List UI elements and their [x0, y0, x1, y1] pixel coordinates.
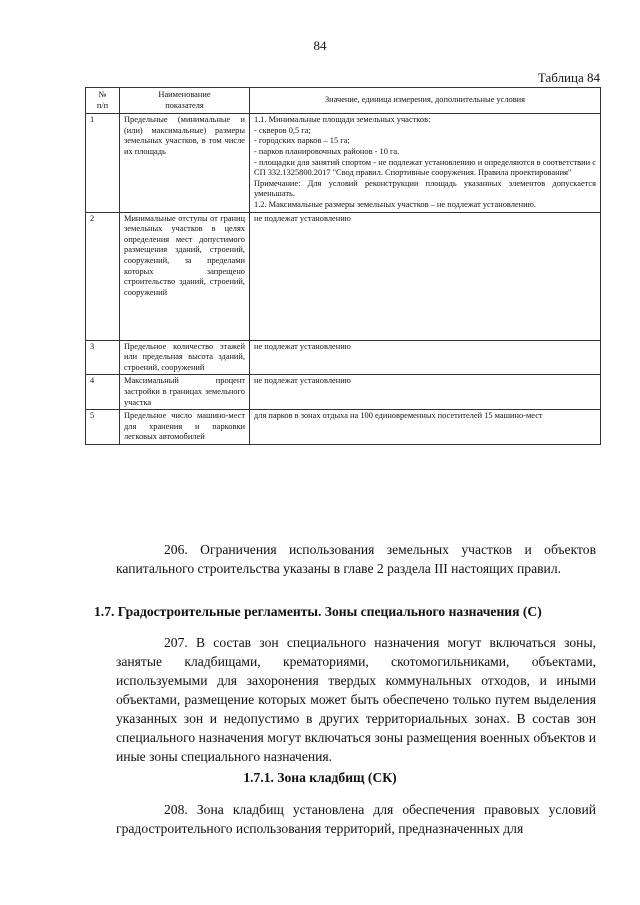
paragraph-208-text: 208. Зона кладбищ установлена для обеспечения правовых условий градостроительного использования территорий, предназначенных для: [116, 802, 596, 836]
table-caption: Таблица 84: [537, 70, 600, 85]
table-row: [86, 212, 601, 340]
header-num-line2: п/п: [96, 100, 109, 110]
section-heading-1-7: 1.7. Градостроительные регламенты. Зоны специального назначения (С): [94, 604, 542, 619]
header-name-line1: Наименование: [158, 90, 211, 99]
paragraph-207-text: 207. В состав зон специального назначения могут включаться зоны, занятые кладбищами, крематориями, скотомогильниками, объектами, используемыми для захоронения твердых коммунальных отходов, и иными объектами, размещение которых может быть обеспечено только путем выделения указанных зон и недопустимо в других территориальных зонах. В состав зон специального назначения могут включаться зоны размещения военных объектов и иные зоны специального назначения.: [116, 635, 596, 764]
table-header-row: [86, 88, 601, 114]
paragraph-208: [116, 800, 596, 838]
row-number: 2: [86, 212, 120, 340]
row-indicator: Предельные (минимальные и (или) максимальные) размеры земельных участков, в том числе их площадь: [120, 114, 250, 212]
paragraph-206: [116, 540, 596, 578]
value-line: не подлежат установлению: [254, 213, 351, 223]
page-number: 84: [313, 38, 327, 53]
row-value: [250, 375, 601, 410]
value-line: не подлежат установлению: [254, 376, 351, 386]
value-line: Примечание: Для условий реконструкции площадь указанных элементов допускается уменьшать.: [254, 178, 596, 199]
header-name: [120, 88, 250, 114]
row-number: 1: [86, 114, 120, 212]
table-row: [86, 410, 601, 445]
row-value: [250, 212, 601, 340]
regulations-table: [85, 87, 601, 445]
value-line: 1.1. Минимальные площади земельных участков:: [254, 115, 431, 125]
row-indicator: Предельное количество этажей или предельная высота зданий, строений, сооружений: [120, 340, 250, 375]
paragraph-207: [116, 633, 596, 766]
value-line: для парков в зонах отдыха на 100 единовременных посетителей 15 машино-мест: [254, 411, 543, 421]
value-line: - скверов 0,5 га;: [254, 125, 311, 135]
table-row: [86, 340, 601, 375]
row-number: 3: [86, 340, 120, 375]
header-num: [86, 88, 120, 114]
row-number: 5: [86, 410, 120, 445]
header-num-line1: №: [98, 90, 107, 99]
row-indicator: Максимальный процент застройки в границах земельного участка: [120, 375, 250, 410]
header-value: Значение, единица измерения, дополнительные условия: [250, 88, 601, 114]
paragraph-206-text: 206. Ограничения использования земельных участков и объектов капитального строительства указаны в главе 2 раздела III настоящих правил.: [116, 542, 596, 576]
row-value: [250, 340, 601, 375]
header-name-line2: показателя: [165, 100, 204, 110]
value-line: - городских парков – 15 га;: [254, 136, 350, 146]
value-line: 1.2. Максимальные размеры земельных участков – не подлежат установлению.: [254, 199, 536, 209]
row-indicator: Предельное число машино-мест для хранения и парковки легковых автомобилей: [120, 410, 250, 445]
value-line: не подлежат установлению: [254, 341, 351, 351]
table-row: [86, 114, 601, 212]
section-heading-1-7-1: 1.7.1. Зона кладбищ (СК): [243, 770, 397, 785]
value-line: - площадки для занятий спортом - не подлежат установлению и определяются в соответствии с СП 332.1325800.2017 "Свод правил. Спортивные сооружения. Правила проектирования": [254, 157, 596, 178]
table-row: [86, 375, 601, 410]
row-number: 4: [86, 375, 120, 410]
row-value: [250, 114, 601, 212]
row-indicator: Минимальные отступы от границ земельных участков в целях определения мест допустимого размещения зданий, строений, сооружений, за пределами которых запрещено строительство зданий, строений, сооружений: [120, 212, 250, 340]
row-value: [250, 410, 601, 445]
value-line: - парков планировочных районов - 10 га.: [254, 146, 400, 156]
